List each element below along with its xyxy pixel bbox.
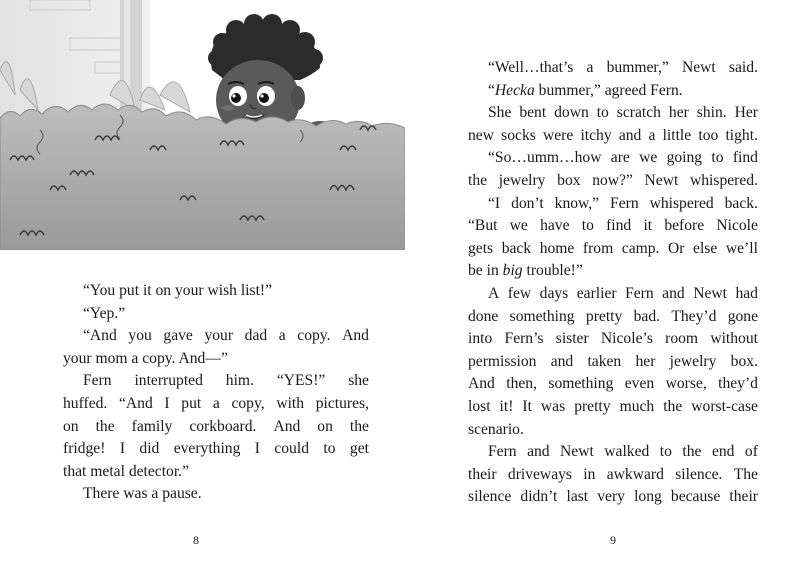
right-text-line: She bent down to scratch her shin. Her: [488, 104, 758, 122]
right-text-line: silence didn’t last very long because their: [468, 488, 758, 506]
right-text-line: done something pretty bad. They’d gone: [468, 307, 758, 325]
left-page-text: [63, 280, 369, 506]
left-text-line: “You put it on your wish list!”: [83, 282, 273, 299]
left-text-line: on the family corkboard. And on the: [63, 417, 369, 435]
right-text-line: into Fern’s sister Nicole’s room without: [468, 330, 758, 348]
illustration-svg: [0, 0, 405, 250]
left-text-line: Fern interrupted him. “YES!” she: [83, 372, 369, 390]
right-text-line: “But we have to find it before Nicole: [468, 217, 758, 235]
right-text-line: And then, something even worse, they’d: [468, 375, 758, 393]
right-text-line: the jewelry box now?” Newt whispered.: [468, 171, 758, 189]
illustration-boy-behind-hedge: [0, 0, 405, 250]
right-text-line: lost it! It was pretty much the worst-case: [468, 397, 758, 415]
right-text-line: permission and taken her jewelry box.: [468, 352, 758, 370]
right-text-line: “So…umm…how are we going to find: [488, 149, 758, 167]
right-page-text: [468, 57, 758, 509]
left-text-line: that metal detector.”: [63, 462, 189, 480]
page-number-right: 9: [610, 533, 616, 547]
right-text-line: gets back home from camp. Or else we’ll: [468, 239, 758, 257]
right-text-line: new socks were itchy and a little too tight.: [468, 126, 758, 144]
left-text-line: “And you gave your dad a copy. And: [83, 327, 369, 345]
right-text-line: “Well…that’s a bummer,” Newt said.: [488, 59, 758, 76]
right-text-line: A few days earlier Fern and Newt had: [488, 284, 758, 302]
right-text-line: be in big trouble!”: [468, 262, 583, 280]
left-text-line: fridge! I did everything I could to get: [63, 440, 369, 458]
left-text-line: There was a pause.: [83, 485, 202, 503]
left-text-line: your mom a copy. And—”: [63, 349, 228, 367]
right-text-line: Fern and Newt walked to the end of: [488, 443, 758, 461]
left-text-line: huffed. “And I put a copy, with pictures,: [63, 394, 369, 412]
right-text-line: “I don’t know,” Fern whispered back.: [488, 194, 758, 212]
right-text-line: “Hecka bummer,” agreed Fern.: [488, 81, 683, 99]
right-text-line: scenario.: [468, 420, 524, 438]
left-text-line: “Yep.”: [83, 304, 126, 322]
page-number-left: 8: [193, 533, 199, 547]
right-text-line: their driveways in awkward silence. The: [468, 465, 758, 483]
